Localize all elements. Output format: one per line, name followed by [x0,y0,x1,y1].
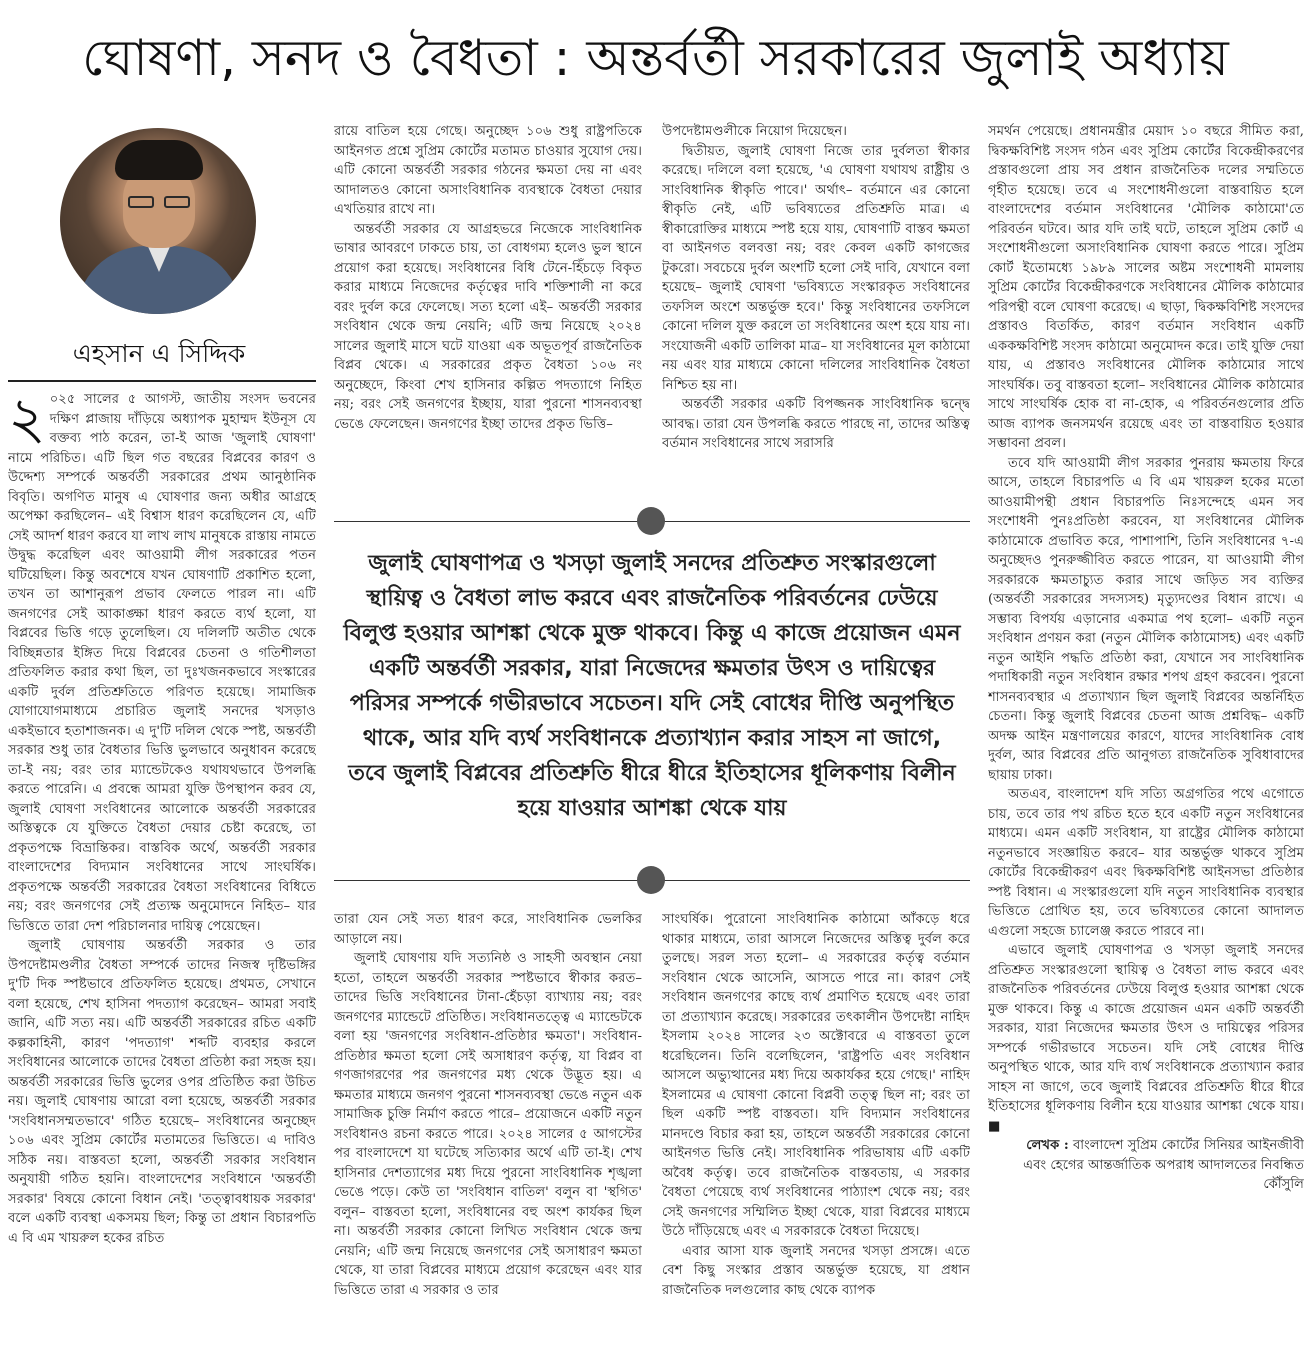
column-4 [988,122,1304,1370]
paragraph: অতএব, বাংলাদেশ যদি সত্যি অগ্রগতির পথে এগোতে চায়, তবে তার পথ রচিত হতে হবে একটি নতুন সংবিধানের মাধ্যমে। এমন একটি সংবিধান, যা রাষ্ট্রের মৌলিক কাঠামো নতুনভাবে সংজ্ঞায়িত করবে– যার অন্তর্ভুক্ত থাকবে সুপ্রিম কোর্টের বিকেন্দ্রীকরণ এবং দ্বিকক্ষবিশিষ্ট আইনসভা প্রতিষ্ঠার স্পষ্ট বিধান। এ সংস্কারগুলো যদি নতুন সাংবিধানিক ব্যবস্থার ভিত্তিতে প্রোথিত হয়, তবে ভবিষ্যতের কোনো আদালত এগুলো সহজে চ্যালেঞ্জ করতে পারবে না। [988,787,1304,939]
pull-quote-text: জুলাই ঘোষণাপত্র ও খসড়া জুলাই সনদের প্রতিশ্রুত সংস্কারগুলো স্থায়িত্ব ও বৈধতা লাভ করবে এবং রাজনৈতিক পরিবর্তনের ঢেউয়ে বিলুপ্ত হওয়ার আশঙ্কা থেকে মুক্ত থাকবে। কিন্তু এ কাজে প্রয়োজন এমন একটি অন্তর্বর্তী সরকার, যারা নিজেদের ক্ষমতার উৎস ও দায়িত্বের পরিসর সম্পর্কে গভীরভাবে সচেতন। যদি সেই বোধের দীপ্তি অনুপস্থিত থাকে, আর যদি ব্যর্থ সংবিধানকে প্রত্যাখ্যান করার সাহস না জাগে, তবে জুলাই বিপ্লবের প্রতিশ্রুতি ধীরে ধীরে ইতিহাসের ধূলিকণায় বিলীন হয়ে যাওয়ার আশঙ্কা থেকে যায় [343,551,961,821]
paragraph: অন্তর্বর্তী সরকার যে আগ্রহভরে নিজেকে সাংবিধানিক ভাষার আবরণে ঢাকতে চায়, তা বোধগম্য হলেও ভুল স্থানে প্রয়োগ করা হয়েছে। সংবিধানের বিধি টেনে-হিঁচড়ে বিকৃত করার মাধ্যমে নিজেদের কর্তৃত্বের দাবি শক্তিশালী না করে বরং দুর্বল করে ফেলেছে। সত্য হলো এই– অন্তর্বর্তী সরকার সংবিধান থেকে জন্ম নেয়নি; এটি জন্ম নিয়েছে ২০২৪ সালের জুলাই মাসে ঘটে যাওয়া এক অভূতপূর্ব রাজনৈতিক বিপ্লব থেকে। এ সরকারের প্রকৃত বৈধতা ১০৬ নং অনুচ্ছেদে, কিংবা শেখ হাসিনার কল্পিত পদত্যাগে নিহিত নয়; বরং সেই জনগণের ইচ্ছায়, যারা পুরনো শাসনব্যবস্থা ভেঙে ফেলেছেন। জনগণের ইচ্ছা তাদের প্রকৃত ভিত্তি– [334,221,642,432]
author-note-text: বাংলাদেশ সুপ্রিম কোর্টের সিনিয়র আইনজীবী এবং হেগের আন্তর্জাতিক অপরাধ আদালতের নিবন্ধিত কৌঁসুলি [1023,1138,1304,1192]
paragraph-text: ০২৫ সালের ৫ আগস্ট, জাতীয় সংসদ ভবনের দক্ষিণ প্লাজায় দাঁড়িয়ে অধ্যাপক মুহাম্মদ ইউনূস যে বক্তব্য পাঠ করেন, তা-ই আজ 'জুলাই ঘোষণা' নামে পরিচিত। এটি ছিল গত বছরের বিপ্লবের কারণ ও উদ্দেশ্য সম্পর্কে অন্তর্বর্তী সরকারের প্রথম আনুষ্ঠানিক বিবৃতি। অগণিত মানুষ এ ঘোষণার জন্য অধীর আগ্রহে অপেক্ষা করছিলেন– এই বিশ্বাস ধারণ করেছিলেন যে, এটি সেই আদর্শ ধারণ করবে যা লাখ লাখ মানুষকে রাস্তায় নামতে উদ্বুদ্ধ করেছিল এবং আওয়ামী লীগ সরকারের পতন ঘটিয়েছিল। কিন্তু অবশেষে যখন ঘোষণাটি প্রকাশিত হলো, তখন তা আশানুরূপ প্রভাব ফেলতে পারল না। এটি জনগণের সেই আকাঙ্ক্ষা ধারণ করতে ব্যর্থ হলো, যা বিপ্লবের ভিত্তি গড়ে তুলেছিল। যে দলিলটি অতীত থেকে বিচ্ছিন্নতার ইঙ্গিত দিয়ে বিপ্লবের চেতনা ও গতিশীলতা প্রতিফলিত করার কথা ছিল, তা দুঃখজনকভাবে সংস্কারের একটি দুর্বল প্রতিশ্রুতিতে পরিণত হয়েছে। সামাজিক যোগাযোগমাধ্যমে প্রচারিত জুলাই সনদের খসড়াও একইভাবে হতাশাজনক। এ দু'টি দলিল থেকে স্পষ্ট, অন্তর্বর্তী সরকার শুধু তার বৈধতার ভিত্তি ভুলভাবে অনুধাবন করেছে তা-ই নয়; বরং তার ম্যান্ডেটকেও যথাযথভাবে উপলব্ধি করতে পারেনি। এ প্রবন্ধে আমরা যুক্তি উপস্থাপন করব যে, জুলাই ঘোষণা সংবিধানের আলোকে অন্তর্বর্তী সরকারের অস্তিত্বকে যে যুক্তিতে বৈধতা দেয়ার চেষ্টা করেছে, তা প্রকৃতপক্ষে বিভ্রান্তিকর। বাস্তবিক অর্থে, অন্তর্বর্তী সরকার বাংলাদেশের বিদ্যমান সংবিধানের সাথে সাংঘর্ষিক। প্রকৃতপক্ষে অন্তর্বর্তী সরকারের বৈধতা সংবিধানের বিধিতে নয়; বরং জনগণের সেই প্রত্যক্ষ অনুমোদনে নিহিত– যার ভিত্তিতে তারা দেশ পরিচালনার দায়িত্ব পেয়েছেন। [8,392,316,934]
paragraph: এভাবে জুলাই ঘোষণাপত্র ও খসড়া জুলাই সনদের প্রতিশ্রুত সংস্কারগুলো স্থায়িত্ব ও বৈধতা লাভ করবে এবং রাজনৈতিক পরিবর্তনের ঢেউয়ে বিলুপ্ত হওয়ার আশঙ্কা থেকে মুক্ত থাকবে। কিন্তু এ কাজে প্রয়োজন এমন একটি অন্তর্বর্তী সরকার, যারা নিজেদের ক্ষমতার উৎস ও দায়িত্বের পরিসর সম্পর্কে গভীরভাবে সচেতন। যদি সেই বোধের দীপ্তি অনুপস্থিত থাকে, আর যদি ব্যর্থ সংবিধানকে প্রত্যাখ্যান করার সাহস না জাগে, তবে জুলাই বিপ্লবের প্রতিশ্রুতি ধীরে ধীরে ইতিহাসের ধূলিকণায় বিলীন হয়ে যাওয়ার আশঙ্কা থেকে যায়। ■ [988,943,1304,1134]
author-note [988,1136,1304,1195]
column-3-top [662,122,970,492]
paragraph: জুলাই ঘোষণায় যদি সত্যনিষ্ঠ ও সাহসী অবস্থান নেয়া হতো, তাহলে অন্তর্বর্তী সরকার স্পষ্টভাবে স্বীকার করত– তাদের ভিত্তি সংবিধানের টানা-হেঁচড়া ব্যাখ্যায় নয়; বরং জনগণের ম্যান্ডেটে প্রতিষ্ঠিত। সংবিধানতত্ত্বে এ ম্যান্ডেটকে বলা হয় 'জনগণের সংবিধান-প্রতিষ্ঠার ক্ষমতা'। সংবিধান-প্রতিষ্ঠার ক্ষমতা হলো সেই অসাধারণ কর্তৃত্ব, যা বিপ্লব বা গণজাগরণের পর জনগণের মধ্য থেকে উদ্ভূত হয়। এ ক্ষমতার মাধ্যমে জনগণ পুরনো শাসনব্যবস্থা ভেঙে নতুন এক সামাজিক চুক্তি নির্মাণ করতে পারে– প্রয়োজনে একটি নতুন সংবিধানও রচনা করতে পারে। ২০২৪ সালের ৫ আগস্টের পর বাংলাদেশে যা ঘটেছে সত্যিকার অর্থে এটি তা-ই। শেখ হাসিনার দেশত্যাগের মধ্য দিয়ে পুরনো সাংবিধানিক শৃঙ্খলা ভেঙে পড়ে। কেউ তা 'সংবিধান বাতিল' বলুন বা 'স্থগিত' বলুন– বাস্তবতা হলো, সংবিধানের বহু অংশ কার্যকর ছিল না। অন্তর্বর্তী সরকার কোনো লিখিত সংবিধান থেকে জন্ম নেয়নি; এটি জন্ম নিয়েছে জনগণের সেই অসাধারণ ক্ষমতা থেকে, যা তারা বিপ্লবের মাধ্যমে প্রয়োগ করেছেন এবং যার ভিত্তিতে তারা এ সরকার ও তার [334,951,642,1298]
headline: ঘোষণা, সনদ ও বৈধতা : অন্তর্বর্তী সরকারের জুলাই অধ্যায় [82,29,1229,87]
pull-quote-top-dot-icon [637,507,665,535]
paragraph: সমর্থন পেয়েছে। প্রধানমন্ত্রীর মেয়াদ ১০ বছরে সীমিত করা, দ্বিকক্ষবিশিষ্ট সংসদ গঠন এবং সুপ্রিম কোর্টের বিকেন্দ্রীকরণের প্রস্তাবগুলো প্রায় সব প্রধান রাজনৈতিক দলের সম্মতিতে গৃহীত হয়েছে। তবে এ সংশোধনীগুলো বাস্তবায়িত হলে বাংলাদেশের বর্তমান সংবিধানের 'মৌলিক কাঠামো'তে পরিবর্তন ঘটবে। আর যদি তাই ঘটে, তাহলে সুপ্রিম কোর্ট এ সংশোধনীগুলো অসাংবিধানিক ঘোষণা করতে পারে। সুপ্রিম কোর্ট ইতোমধ্যে ১৯৮৯ সালের অষ্টম সংশোধনী মামলায় সুপ্রিম কোর্টের বিকেন্দ্রীকরণকে সংবিধানের মৌলিক কাঠামোর পরিপন্থী বলে ঘোষণা করেছে। এ ছাড়া, দ্বিকক্ষবিশিষ্ট সংসদের প্রস্তাবও বিতর্কিত, কারণ বর্তমান সংবিধান একটি এককক্ষবিশিষ্ট সংসদ কাঠামো অনুমোদন করে। তাই যুক্তি দেয়া যায়, এ প্রস্তাবও সংবিধানের মৌলিক কাঠামোর সাথে সাংঘর্ষিক। তবু বাস্তবতা হলো– সংবিধানের মৌলিক কাঠামোর সাথে সাংঘর্ষিক হোক বা না-হোক, এ পরিবর্তনগুলোর প্রতি আজ ব্যাপক জনসমর্থন রয়েছে এবং তা বাস্তবায়িত হওয়ার সম্ভাবনা প্রবল। [988,124,1304,451]
glasses-left-icon [128,196,154,208]
glasses-right-icon [164,196,190,208]
column-3-bottom [662,910,970,1370]
paragraph: তারা যেন সেই সত্য ধারণ করে, সাংবিধানিক ভেলকির আড়ালে নয়। [334,912,642,947]
paragraph [8,390,316,936]
paragraph: দ্বিতীয়ত, জুলাই ঘোষণা নিজে তার দুর্বলতা স্বীকার করেছে। দলিলে বলা হয়েছে, 'এ ঘোষণা যথাযথ রাষ্ট্রীয় ও সাংবিধানিক স্বীকৃতি পাবে।' অর্থাৎ– বর্তমানে এর কোনো স্বীকৃতি নেই, এটি ভবিষ্যতের প্রতিশ্রুতি মাত্র। এ স্বীকারোক্তির মাধ্যমে স্পষ্ট হয়ে যায়, ঘোষণাটি বাস্তব ক্ষমতা বা আইনগত বলবত্তা নয়; বরং কেবল একটি কাগজের টুকরো। সবচেয়ে দুর্বল অংশটি হলো সেই দাবি, যেখানে বলা হয়েছে– জুলাই ঘোষণা 'ভবিষ্যতে সংস্কারকৃত সংবিধানের তফসিল অংশে অন্তর্ভুক্ত হবে।' কিন্তু সংবিধানের তফসিলে কোনো দলিল যুক্ত করলে তা সংবিধানের অংশ হয়ে যায় না। সংযোজনী একটি তালিকা মাত্র– যা সংবিধানের মূল কাঠামো নয় এবং যার মাধ্যমে কোনো দলিলের সাংবিধানিক বৈধতা নিশ্চিত হয় না। [662,143,970,393]
paragraph: অন্তর্বর্তী সরকার একটি বিপজ্জনক সাংবিধানিক দ্বন্দ্বে আবদ্ধ। তারা যেন উপলব্ধি করতে পারছে না, তাদের অস্তিত্ব বর্তমান সংবিধানের সাথে সরাসরি [662,397,970,451]
paragraph: রায়ে বাতিল হয়ে গেছে। অনুচ্ছেদ ১০৬ শুধু রাষ্ট্রপতিকে আইনগত প্রশ্নে সুপ্রিম কোর্টের মতামত চাওয়ার সুযোগ দেয়। এটি কোনো অন্তর্বর্তী সরকার গঠনের ক্ষমতা দেয় না এবং আদালতও কোনো অসাংবিধানিক ব্যবস্থাকে বৈধতা দেয়ার এখতিয়ার রাখে না। [334,124,642,217]
column-2-top [334,122,642,492]
paragraph: তবে যদি আওয়ামী লীগ সরকার পুনরায় ক্ষমতায় ফিরে আসে, তাহলে বিচারপতি এ বি এম খায়রুল হকের মতো আওয়ামীপন্থী প্রধান বিচারপতি নিঃসন্দেহে এমন সব সংশোধনী পুনঃপ্রতিষ্ঠা করবেন, যা সংবিধানের মৌলিক কাঠামোকে প্রভাবিত করে, পাশাপাশি, তিনি সংবিধানের ৭-এ অনুচ্ছেদও পুনরুজ্জীবিত করতে পারেন, যা আওয়ামী লীগ সরকারকে ক্ষমতাচ্যুত করার সাথে জড়িত সব ব্যক্তির (অন্তর্বর্তী সরকারের সদস্যসহ) মৃত্যুদণ্ডের বিধান রাখে। এ সম্ভাব্য বিপর্যয় এড়ানোর একমাত্র পথ হলো– একটি নতুন সংবিধান প্রণয়ন করা (নতুন মৌলিক কাঠামোসহ) এবং একটি নতুন আইনি পদ্ধতি প্রতিষ্ঠা করা, যেখানে সব সাংবিধানিক পদাধিকারী নতুন সংবিধান রক্ষার শপথ গ্রহণ করবেন। পুরনো শাসনব্যবস্থার এ প্রত্যাখ্যান ছিল জুলাই বিপ্লবের অন্তর্নিহিত চেতনা। কিন্তু জুলাই বিপ্লবের চেতনা আজ প্রশ্নবিদ্ধ– একটি অদক্ষ আইন মন্ত্রণালয়ের কারণে, যাদের সাংবিধানিক বোধ দুর্বল, আর বিপ্লবের প্রতি আনুগত্য রাজনৈতিক সুবিধাবাদের ছায়ায় ঢাকা। [988,455,1304,783]
pull-quote-bottom-dot-icon [637,866,665,894]
paragraph: জুলাই ঘোষণায় অন্তর্বর্তী সরকার ও তার উপদেষ্টামণ্ডলীর বৈধতা সম্পর্কে তাদের নিজস্ব দৃষ্টিভঙ্গির দু'টি দিক স্পষ্টভাবে প্রতিফলিত হয়েছে। প্রথমত, সেখানে বলা হয়েছে, শেখ হাসিনা পদত্যাগ করেছেন– আমরা সবাই জানি, এটি সত্য নয়। এটি অন্তর্বর্তী সরকারের রচিত একটি কল্পকাহিনী, কারণ 'পদত্যাগ' শব্দটি ব্যবহার করলে সংবিধানের আলোকে তাদের বৈধতা প্রতিষ্ঠা করা সহজ হয়। অন্তর্বর্তী সরকারের ভিত্তি ভুলের ওপর প্রতিষ্ঠিত করা উচিত নয়। জুলাই ঘোষণায় আরো বলা হয়েছে, অন্তর্বর্তী সরকার 'সংবিধানসম্মতভাবে' গঠিত হয়েছে– সংবিধানের অনুচ্ছেদ ১০৬ এবং সুপ্রিম কোর্টের মতামতের ভিত্তিতে। এ দাবিও সঠিক নয়। বাস্তবতা হলো, অন্তর্বর্তী সরকার সংবিধান অনুযায়ী গঠিত হয়নি। বাংলাদেশের সংবিধানে 'অন্তর্বর্তী সরকার' বিষয়ে কোনো বিধান নেই। 'তত্ত্বাবধায়ক সরকার' বলে একটি ব্যবস্থা একসময় ছিল; কিন্তু তা প্রধান বিচারপতি এ বি এম খায়রুল হকের রচিত [8,938,316,1246]
drop-cap: ২ [8,390,46,452]
author-photo [60,128,256,314]
paragraph: উপদেষ্টামণ্ডলীকে নিয়োগ দিয়েছেন। [662,124,848,139]
author-note-label: লেখক : [1026,1138,1069,1153]
pull-quote [334,520,970,880]
author-divider [8,380,316,382]
column-1 [8,390,316,1370]
column-2-bottom [334,910,642,1370]
author-name: এহসান এ সিদ্দিক [72,339,246,368]
paragraph: সাংঘর্ষিক। পুরোনো সাংবিধানিক কাঠামো আঁকড়ে ধরে থাকার মাধ্যমে, তারা আসলে নিজেদের অস্তিত্ব দুর্বল করে তুলছে। সরল সত্য হলো– এ সরকারের কর্তৃত্ব বর্তমান সংবিধান থেকে আসেনি, আসতে পারে না। কারণ সেই সংবিধান জনগণের কাছে ব্যর্থ প্রমাণিত হয়েছে এবং তারা তা প্রত্যাখ্যান করেছে। সরকারের তৎকালীন উপদেষ্টা নাহিদ ইসলাম ২০২৪ সালের ২৩ অক্টোবরে এ বাস্তবতা তুলে ধরেছিলেন। তিনি বলেছিলেন, 'রাষ্ট্রপতি এবং সংবিধান আসলে অভ্যুত্থানের মধ্য দিয়ে অকার্যকর হয়ে গেছে।' নাহিদ ইসলামের এ ঘোষণা কোনো বিপ্লবী তত্ত্ব ছিল না; বরং তা ছিল একটি স্পষ্ট বাস্তবতা। যদি বিদ্যমান সংবিধানের মানদণ্ডে বিচার করা হয়, তাহলে অন্তর্বর্তী সরকারের কোনো আইনগত ভিত্তি নেই। সাংবিধানিক পরিভাষায় এটি একটি অবৈধ কর্তৃত্ব। তবে রাজনৈতিক বাস্তবতায়, এ সরকার বৈধতা পেয়েছে ব্যর্থ সংবিধানের পাঠ্যাংশ থেকে নয়; বরং সেই জনগণের সম্মিলিত ইচ্ছা থেকে, যারা বিপ্লবের মাধ্যমে উঠে দাঁড়িয়েছে এবং এ সরকারকে বৈধতা দিয়েছে। [662,912,970,1239]
author-portrait-hair [115,140,203,180]
paragraph: এবার আসা যাক জুলাই সনদের খসড়া প্রসঙ্গে। এতে বেশ কিছু সংস্কার প্রস্তাব অন্তর্ভুক্ত হয়েছে, যা প্রধান রাজনৈতিক দলগুলোর কাছ থেকে ব্যাপক [662,1243,970,1298]
